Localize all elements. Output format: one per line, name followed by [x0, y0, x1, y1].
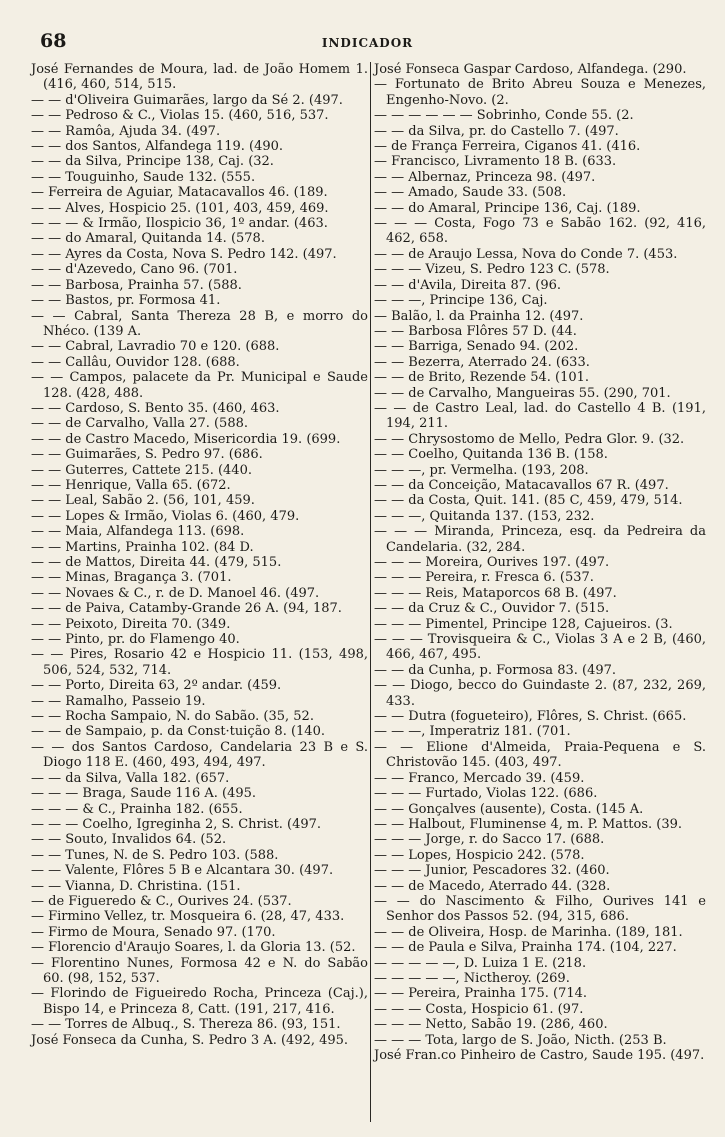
directory-entry: — — — Miranda, Princeza, esq. da Pedreira da Candelaria. (32, 284.: [374, 524, 706, 555]
directory-entry: — — — Tota, largo de S. João, Nicth. (253 B.: [374, 1032, 667, 1048]
directory-entry: — — —, Imperatriz 181. (701.: [374, 724, 571, 740]
directory-entry: — — Touguinho, Saude 132. (555.: [31, 169, 256, 185]
directory-entry: — — — Pereira, r. Fresca 6. (537.: [374, 570, 594, 586]
directory-entry: — — Souto, Invalidos 64. (52.: [31, 832, 227, 848]
directory-entry: — — de Carvalho, Mangueiras 55. (290, 701.: [374, 385, 671, 401]
directory-entry: — — — Junior, Pescadores 32. (460.: [374, 863, 610, 879]
directory-entry: — — Novaes & C., r. de D. Manoel 46. (497.: [31, 585, 320, 601]
directory-entry: — — da Cunha, p. Formosa 83. (497.: [374, 662, 617, 678]
directory-entry: — — Barbosa Flôres 57 D. (44.: [374, 323, 577, 339]
directory-entry: — — Ramôa, Ajuda 34. (497.: [31, 123, 221, 139]
directory-entry: — Ferreira de Aguiar, Matacavallos 46. (189.: [31, 185, 328, 201]
directory-entry: — — de Oliveira, Hosp. de Marinha. (189, 181.: [374, 924, 683, 940]
directory-entry: — — Diogo, becco do Guindaste 2. (87, 232, 269, 433.: [374, 678, 706, 709]
directory-entry: — — de Castro Leal, lad. do Castello 4 B. (191, 194, 211.: [374, 400, 706, 432]
directory-entry: — de Figueredo & C., Ourives 24. (537.: [31, 893, 292, 909]
directory-entry: — — — Costa, Fogo 73 e Sabão 162. (92, 416, 462, 658.: [374, 216, 706, 247]
directory-entry: — — —, Quitanda 137. (153, 232.: [374, 508, 595, 524]
directory-entry: — — Campos, palacete da Pr. Municipal e Saude 128. (428, 488.: [31, 370, 368, 401]
directory-entry: — — Bezerra, Aterrado 24. (633.: [374, 354, 590, 370]
directory-entry: — — de Brito, Rezende 54. (101.: [374, 370, 590, 386]
directory-entry: — — Gonçalves (ausente), Costa. (145 A.: [374, 801, 644, 817]
directory-entry: — — — & Irmão, Ilospicio 36, 1º andar. (463.: [31, 216, 328, 232]
directory-entry: — — Vianna, D. Christina. (151.: [31, 878, 241, 894]
directory-entry: — — dos Santos Cardoso, Candelaria 23 B e S. Diogo 118 E. (460, 493, 494, 497.: [31, 739, 368, 771]
directory-entry: — — Cabral, Santa Thereza 28 B, e morro do Nhéco. (139 A.: [31, 308, 368, 339]
directory-entry: — — de Paula e Silva, Prainha 174. (104, 227.: [374, 940, 677, 956]
directory-entry: — — —, Principe 136, Caj.: [374, 293, 548, 309]
directory-entry: — — de Sampaio, p. da Const·tuição 8. (140.: [31, 724, 325, 740]
directory-entry: José Fernandes de Moura, lad. de João Homem 1. (416, 460, 514, 515.: [31, 62, 368, 93]
directory-entry: — — do Amaral, Principe 136, Caj. (189.: [374, 200, 641, 216]
directory-entry: — — — Reis, Mataporcos 68 B. (497.: [374, 585, 617, 601]
page-header: [30, 30, 705, 52]
directory-entry: — — da Silva, pr. do Castello 7. (497.: [374, 123, 619, 139]
directory-entry: — Fortunato de Brito Abreu Souza e Menezes, Engenho-Novo. (2.: [374, 77, 706, 108]
directory-entry: — Firmino Vellez, tr. Mosqueira 6. (28, 47, 433.: [31, 909, 345, 925]
directory-entry: — — — — — — Sobrinho, Conde 55. (2.: [374, 108, 634, 124]
directory-entry: — — — Furtado, Violas 122. (686.: [374, 786, 598, 802]
directory-entry: — — Lopes, Hospicio 242. (578.: [374, 847, 585, 863]
directory-entry: — — Barbosa, Prainha 57. (588.: [31, 277, 242, 293]
directory-entry: — — Ayres da Costa, Nova S. Pedro 142. (497.: [31, 246, 337, 262]
directory-entry: — — Halbout, Fluminense 4, m. P. Mattos. (39.: [374, 816, 683, 832]
directory-entry: — Florindo de Figueiredo Rocha, Princeza (Caj.), Bispo 14, e Princeza 8, Catt. (191, 217, 416.: [31, 986, 368, 1017]
directory-entry: — — — Vizeu, S. Pedro 123 C. (578.: [374, 262, 610, 278]
directory-entry: — — Rocha Sampaio, N. do Sabão. (35, 52.: [31, 709, 314, 725]
directory-entry: — — Cabral, Lavradio 70 e 120. (688.: [31, 339, 280, 355]
directory-entry: — — Cardoso, S. Bento 35. (460, 463.: [31, 400, 280, 416]
directory-entry: — — de Castro Macedo, Misericordia 19. (699.: [31, 431, 341, 447]
directory-entry: — — — — —, Nictheroy. (269.: [374, 970, 570, 986]
directory-entry: — Florentino Nunes, Formosa 42 e N. do Sabão 60. (98, 152, 537.: [31, 955, 368, 986]
directory-entry: — — Amado, Saude 33. (508.: [374, 185, 567, 201]
directory-entry: — — Coelho, Quitanda 136 B. (158.: [374, 447, 608, 463]
running-title: INDICADOR: [321, 36, 414, 50]
directory-entry: — — de Macedo, Aterrado 44. (328.: [374, 878, 611, 894]
directory-entry: — — — Trovisqueira & C., Violas 3 A e 2 B, (460, 466, 467, 495.: [374, 632, 706, 663]
directory-entry: — — Leal, Sabão 2. (56, 101, 459.: [31, 493, 255, 509]
directory-entry: — — do Amaral, Quitanda 14. (578.: [31, 231, 265, 247]
directory-entry: — — Minas, Bragança 3. (701.: [31, 570, 232, 586]
directory-entry: — — Lopes & Irmão, Violas 6. (460, 479.: [31, 508, 300, 524]
directory-entry: — — Elione d'Almeida, Praia-Pequena e S. Christovão 145. (403, 497.: [374, 739, 706, 771]
directory-entry: — — — Coelho, Igreginha 2, S. Christ. (497.: [31, 816, 322, 832]
directory-entry: — — Guimarães, S. Pedro 97. (686.: [31, 447, 263, 463]
directory-entry: — — Pedroso & C., Violas 15. (460, 516, 537.: [31, 108, 329, 124]
directory-entry: — — Guterres, Cattete 215. (440.: [31, 462, 252, 478]
directory-entry: — Balão, l. da Prainha 12. (497.: [374, 308, 584, 324]
directory-entry: — — Pinto, pr. do Flamengo 40.: [31, 632, 240, 648]
directory-entry: — — Callâu, Ouvidor 128. (688.: [31, 354, 240, 370]
directory-entry: — — Pereira, Prainha 175. (714.: [374, 986, 588, 1002]
directory-entry: — — Martins, Prainha 102. (84 D.: [31, 539, 254, 555]
directory-entry: — Firmo de Moura, Senado 97. (170.: [31, 924, 276, 940]
directory-entry: — — dos Santos, Alfandega 119. (490.: [31, 139, 284, 155]
directory-entry: — — de Araujo Lessa, Nova do Conde 7. (453.: [374, 246, 678, 262]
directory-entry: — — Bastos, pr. Formosa 41.: [31, 293, 221, 309]
directory-entry: — — Valente, Flôres 5 B e Alcantara 30. (497.: [31, 863, 334, 879]
directory-entry: — — — Netto, Sabão 19. (286, 460.: [374, 1017, 608, 1033]
directory-entry: — — d'Oliveira Guimarães, largo da Sé 2. (497.: [31, 92, 343, 108]
directory-entry: — — — Costa, Hospicio 61. (97.: [374, 1001, 584, 1017]
directory-entry: — — Porto, Direita 63, 2º andar. (459.: [31, 678, 282, 694]
left-column: [31, 62, 368, 1048]
directory-entry: — — Dutra (fogueteiro), Flôres, S. Christ. (665.: [374, 709, 687, 725]
directory-entry: José Fonseca da Cunha, S. Pedro 3 A. (492, 495.: [31, 1032, 349, 1048]
directory-entry: — — d'Avila, Direita 87. (96.: [374, 277, 562, 293]
directory-entry: — Florencio d'Araujo Soares, l. da Gloria 13. (52.: [31, 940, 356, 956]
directory-entry: — — Tunes, N. de S. Pedro 103. (588.: [31, 847, 279, 863]
directory-entry: — — da Conceição, Matacavallos 67 R. (497.: [374, 477, 669, 493]
directory-entry: — — de Mattos, Direita 44. (479, 515.: [31, 555, 282, 570]
directory-entry: — — da Cruz & C., Ouvidor 7. (515.: [374, 601, 610, 617]
column-divider: [370, 62, 371, 1122]
directory-entry: — — Franco, Mercado 39. (459.: [374, 770, 585, 786]
directory-entry: — — Chrysostomo de Mello, Pedra Glor. 9. (32.: [374, 431, 685, 447]
directory-entry: — — Ramalho, Passeio 19.: [31, 693, 206, 709]
directory-entry: — — Albernaz, Princeza 98. (497.: [374, 169, 596, 185]
directory-entry: — — da Silva, Principe 138, Caj. (32.: [31, 154, 274, 170]
directory-entry: — — Barriga, Senado 94. (202.: [374, 339, 579, 355]
directory-entry: — — de Paiva, Catamby-Grande 26 A. (94, 187.: [31, 601, 342, 617]
directory-entry: — — do Nascimento & Filho, Ourives 141 e Senhor dos Passos 52. (94, 315, 686.: [374, 893, 706, 925]
directory-entry: — — — Jorge, r. do Sacco 17. (688.: [374, 832, 605, 848]
directory-entry: — — d'Azevedo, Cano 96. (701.: [31, 262, 238, 278]
directory-entry: — — Henrique, Valla 65. (672.: [31, 477, 231, 493]
directory-entry: — — Maia, Alfandega 113. (698.: [31, 524, 245, 540]
directory-entry: — — — Braga, Saude 116 A. (495.: [31, 786, 257, 802]
directory-entry: — — — — —, D. Luiza 1 E. (218.: [374, 955, 587, 971]
directory-entry: — Francisco, Livramento 18 B. (633.: [374, 154, 617, 170]
directory-entry: — — da Silva, Valla 182. (657.: [31, 770, 230, 786]
directory-entry: — — da Costa, Quit. 141. (85 C, 459, 479, 514.: [374, 493, 683, 509]
directory-entry: — — de Carvalho, Valla 27. (588.: [31, 416, 249, 432]
directory-entry: José Fran.co Pinheiro de Castro, Saude 195. (497.: [374, 1048, 705, 1063]
directory-entry: — — Torres de Albuq., S. Thereza 86. (93, 151.: [31, 1017, 341, 1033]
right-column: [374, 62, 706, 1063]
directory-entry: — de França Ferreira, Ciganos 41. (416.: [374, 139, 641, 155]
directory-entry: — — Alves, Hospicio 25. (101, 403, 459, 469.: [31, 200, 329, 216]
directory-entry: — — Pires, Rosario 42 e Hospicio 11. (153, 498, 506, 524, 532, 714.: [31, 647, 368, 678]
directory-entry: — — — & C., Prainha 182. (655.: [31, 801, 243, 817]
directory-entry: — — — Pimentel, Principe 128, Cajueiros. (3.: [374, 616, 673, 632]
directory-entry: — — —, pr. Vermelha. (193, 208.: [374, 462, 589, 478]
directory-entry: — — Peixoto, Direita 70. (349.: [31, 616, 231, 632]
directory-entry: — — — Moreira, Ourives 197. (497.: [374, 555, 610, 570]
page-number: 68: [40, 30, 67, 52]
directory-entry: José Fonseca Gaspar Cardoso, Alfandega. (290.: [374, 62, 687, 77]
